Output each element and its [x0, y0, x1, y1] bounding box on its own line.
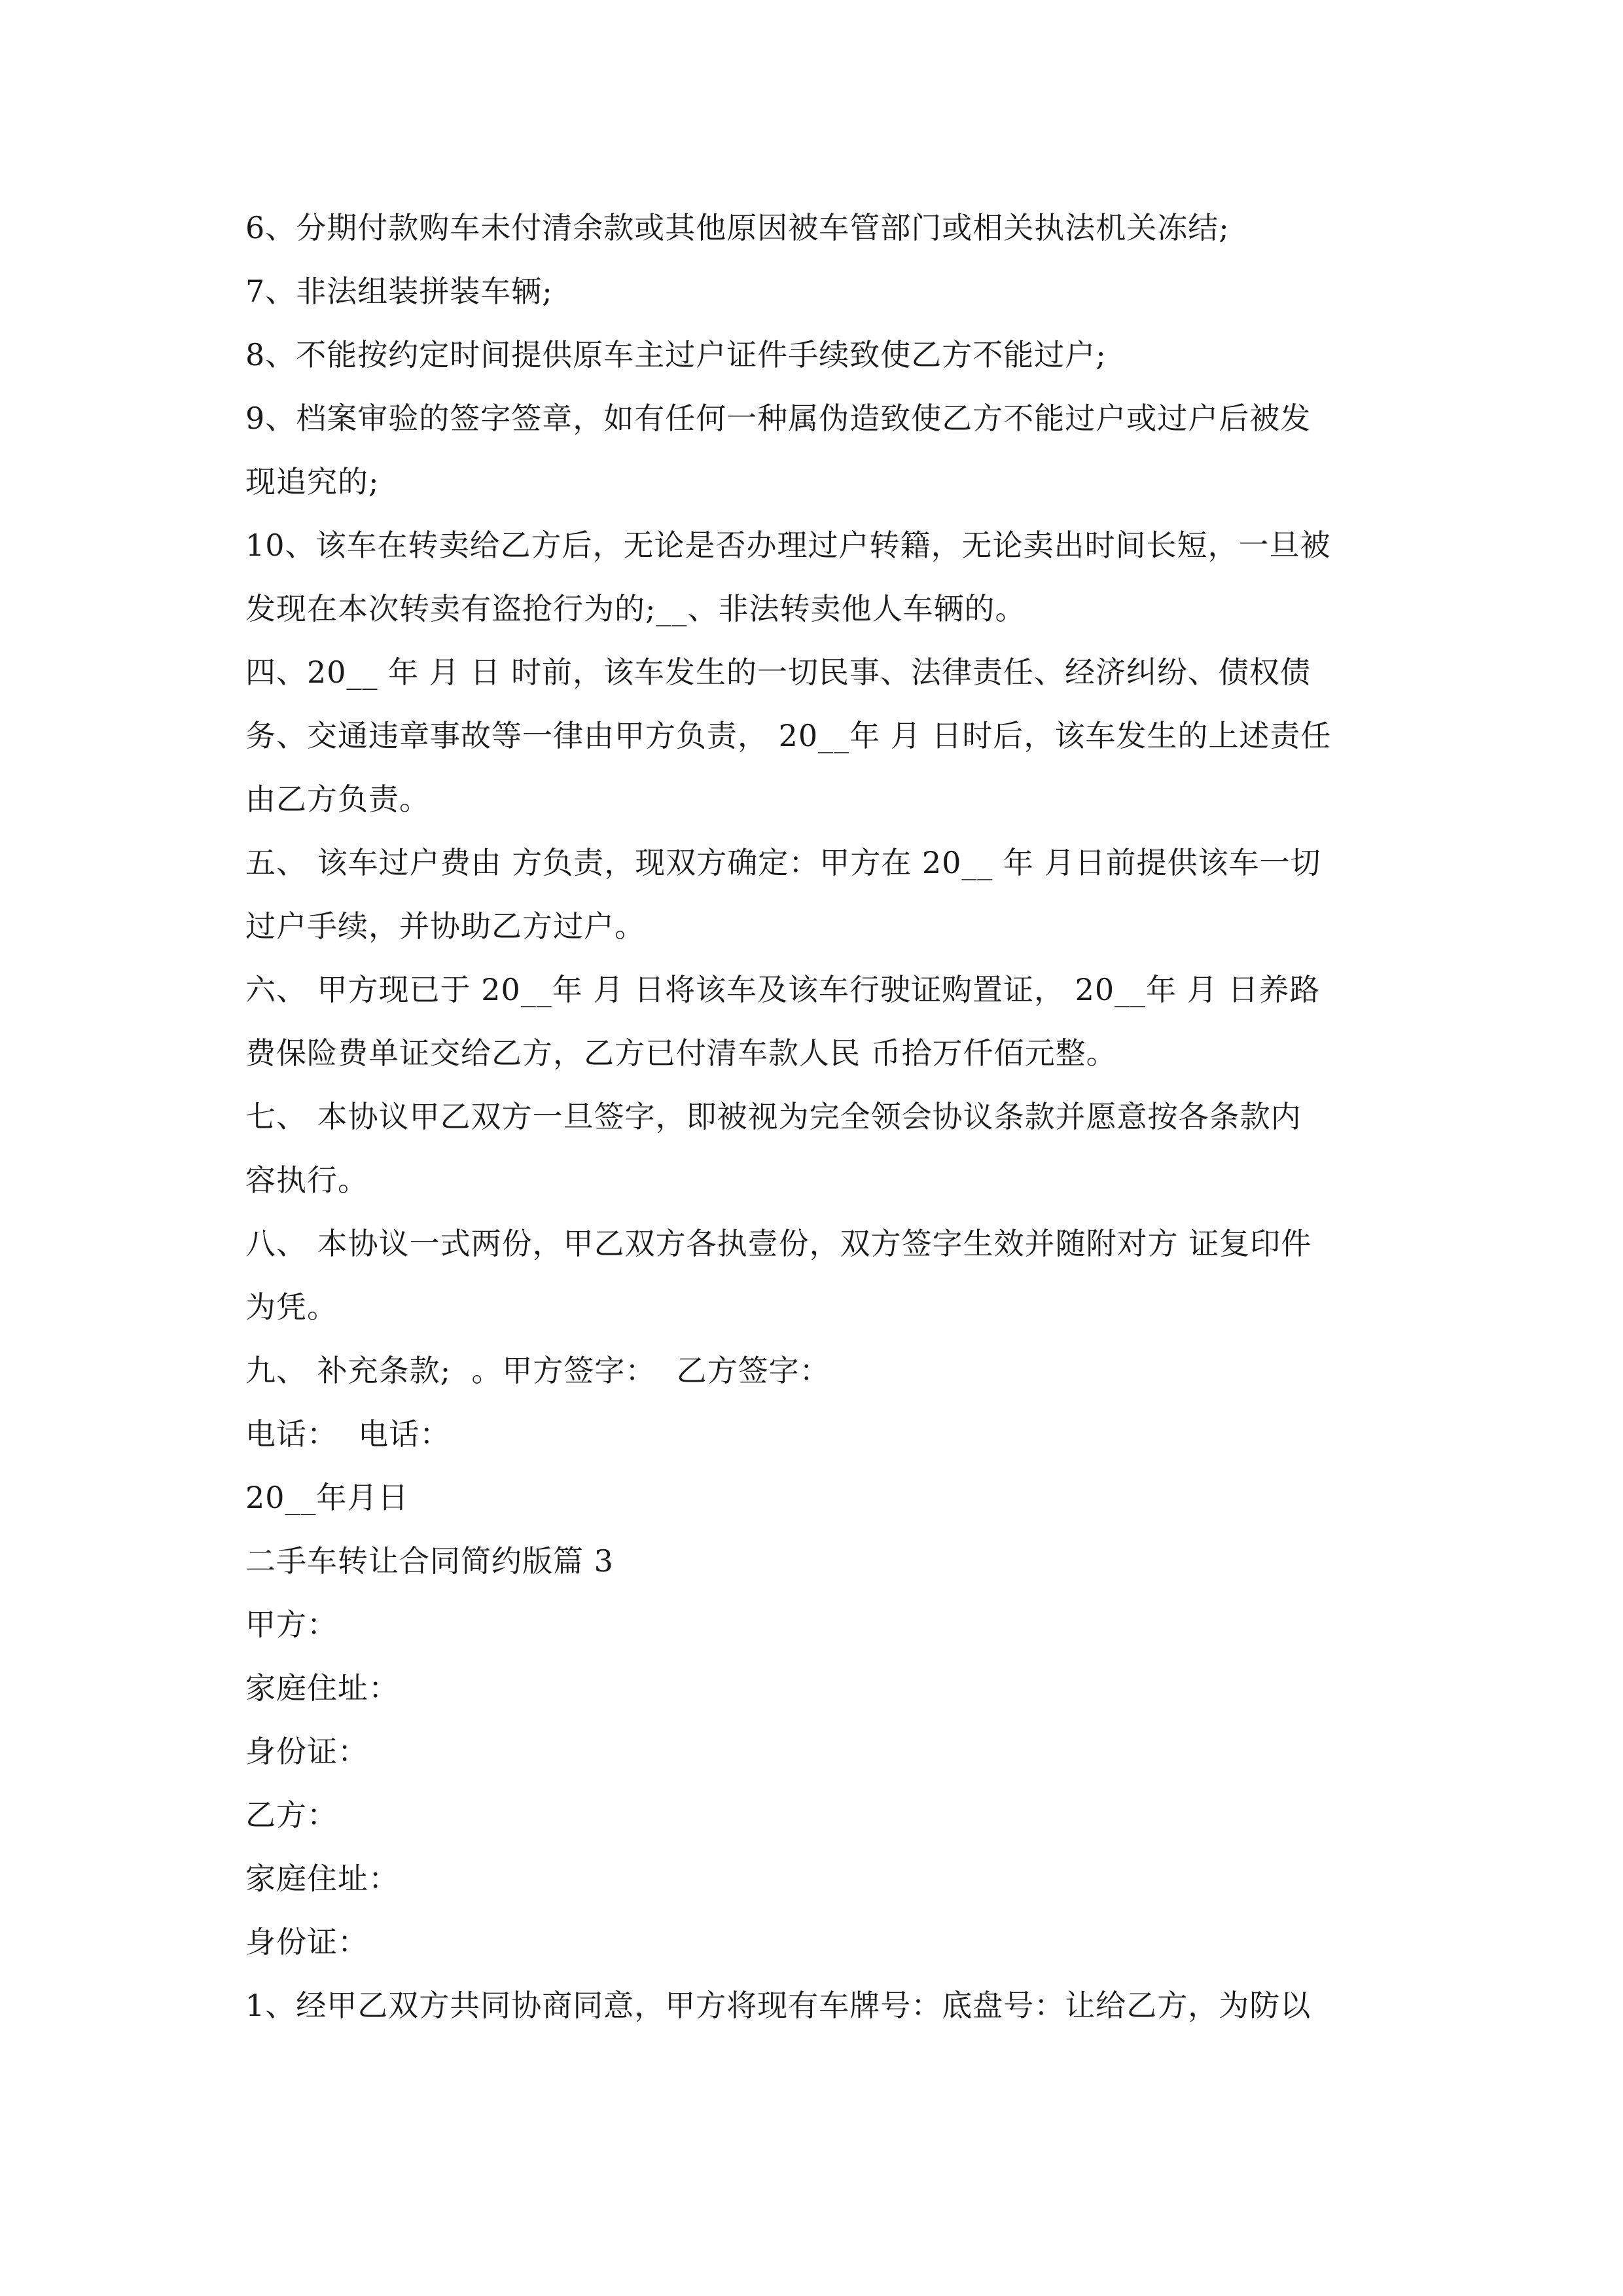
party-a-address-label: 家庭住址：	[245, 1670, 399, 1706]
clause-10-line-1: 10、该车在转卖给乙方后，无论是否办理过户转籍，无论卖出时间长短，一旦被	[245, 528, 1331, 563]
section-6-line-2: 费保险费单证交给乙方，乙方已付清车款人民 币拾万仟佰元整。	[245, 1035, 1117, 1071]
clause-6-line: 6、分期付款购车未付清余款或其他原因被车管部门或相关执法机关冻结;	[245, 210, 1230, 245]
clause-8-line: 8、不能按约定时间提供原车主过户证件手续致使乙方不能过户;	[245, 337, 1107, 372]
clause-10-line-2: 发现在本次转卖有盗抢行为的;__、非法转卖他人车辆的。	[245, 591, 1026, 626]
section-4-line-2: 务、交通违章事故等一律由甲方负责， 20__年 月 日时后，该车发生的上述责任	[245, 718, 1332, 753]
phone-line: 电话： 电话：	[245, 1416, 451, 1452]
section-5-line-1: 五、 该车过户费由 方负责，现双方确定：甲方在 20__ 年 月日前提供该车一切	[245, 845, 1321, 880]
clause-9-line-2: 现追究的;	[245, 464, 380, 499]
section-7-line-2: 容执行。	[245, 1162, 368, 1198]
section-7-line-1: 七、 本协议甲乙双方一旦签字，即被视为完全领会协议条款并愿意按各条款内	[245, 1099, 1302, 1134]
party-a-label: 甲方：	[245, 1607, 338, 1642]
clause-7-line: 7、非法组装拼装车辆;	[245, 274, 553, 309]
section-6-line-1: 六、 甲方现已于 20__年 月 日将该车及该车行驶证购置证， 20__年 月 日养路	[245, 972, 1321, 1007]
party-b-label: 乙方：	[245, 1797, 338, 1833]
party-b-id-label: 身份证：	[245, 1924, 368, 1960]
document-body	[245, 196, 1397, 2037]
contract-heading: 二手车转让合同简约版篇 3	[245, 1543, 614, 1579]
section-8-line-1: 八、 本协议一式两份，甲乙双方各执壹份，双方签字生效并随附对方 证复印件	[245, 1226, 1312, 1261]
date-line: 20__年月日	[245, 1480, 409, 1515]
clause-9-line-1: 9、档案审验的签字签章，如有任何一种属伪造致使乙方不能过户或过户后被发	[245, 401, 1311, 436]
party-a-id-label: 身份证：	[245, 1734, 368, 1769]
section-9-signature-line: 九、 补充条款; 。甲方签字： 乙方签字：	[245, 1353, 830, 1388]
party-b-address-label: 家庭住址：	[245, 1861, 399, 1896]
section-8-line-2: 为凭。	[245, 1289, 338, 1325]
section-4-line-3: 由乙方负责。	[245, 781, 430, 817]
clause-1-line: 1、经甲乙双方共同协商同意，甲方将现有车牌号：底盘号：让给乙方，为防以	[245, 1988, 1311, 2023]
section-5-line-2: 过户手续，并协助乙方过户。	[245, 908, 645, 944]
section-4-line-1: 四、20__ 年 月 日 时前，该车发生的一切民事、法律责任、经济纠纷、债权债	[245, 655, 1311, 690]
